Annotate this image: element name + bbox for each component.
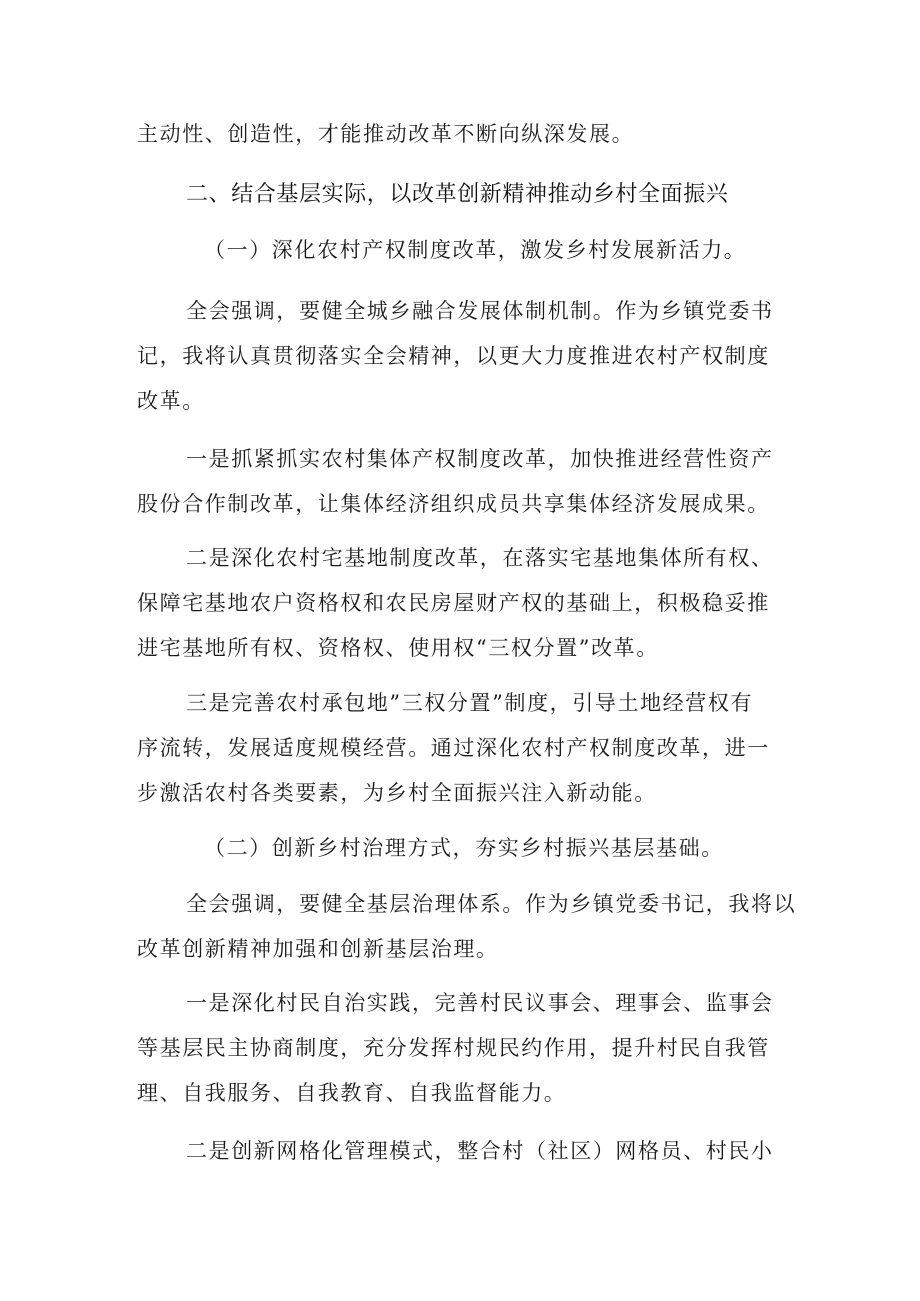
subsection-heading: （一）深化农村产权制度改革，激发乡村发展新活力。 xyxy=(204,238,747,262)
section-heading: 二、结合基层实际，以改革创新精神推动乡村全面振兴 xyxy=(186,182,729,207)
subsection-heading: （二）创新乡村治理方式，夯实乡村振兴基层基础。 xyxy=(204,836,724,860)
paragraph-line: 步激活农村各类要素，为乡村全面振兴注入新动能。 xyxy=(137,781,657,805)
paragraph-line: 进宅基地所有权、资格权、使用权“三权分置”改革。 xyxy=(137,636,659,660)
paragraph-line: 全会强调，要健全基层治理体系。作为乡镇党委书记，我将以 xyxy=(186,892,797,916)
paragraph-line: 改革创新精神加强和创新基层治理。 xyxy=(137,937,499,961)
paragraph-line: 股份合作制改革，让集体经济组织成员共享集体经济发展成果。 xyxy=(137,492,770,516)
paragraph-line: 记，我将认真贯彻落实全会精神，以更大力度推进农村产权制度 xyxy=(137,344,770,368)
paragraph-line: 序流转，发展适度规模经营。通过深化农村产权制度改革，进一 xyxy=(137,736,770,760)
paragraph-line: 主动性、创造性，才能推动改革不断向纵深发展。 xyxy=(137,122,635,146)
paragraph-line: 二是深化农村宅基地制度改革，在落实宅基地集体所有权、 xyxy=(186,546,774,570)
paragraph-line: 三是完善农村承包地”三权分置”制度，引导土地经营权有 xyxy=(186,691,754,715)
paragraph-line: 等基层民主协商制度，充分发挥村规民约作用，提升村民自我管 xyxy=(137,1036,770,1060)
paragraph-line: 改革。 xyxy=(137,389,205,413)
paragraph-line: 全会强调，要健全城乡融合发展体制机制。作为乡镇党委书 xyxy=(186,299,774,323)
paragraph-line: 一是抓紧抓实农村集体产权制度改革，加快推进经营性资产 xyxy=(186,447,774,471)
paragraph-line: 理、自我服务、自我教育、自我监督能力。 xyxy=(137,1081,567,1105)
paragraph-line: 保障宅基地农户资格权和农民房屋财产权的基础上，积极稳妥推 xyxy=(137,591,770,615)
paragraph-line: 一是深化村民自治实践，完善村民议事会、理事会、监事会 xyxy=(186,991,774,1015)
paragraph-line: 二是创新网格化管理模式，整合村（社区）网格员、村民小 xyxy=(186,1139,774,1163)
